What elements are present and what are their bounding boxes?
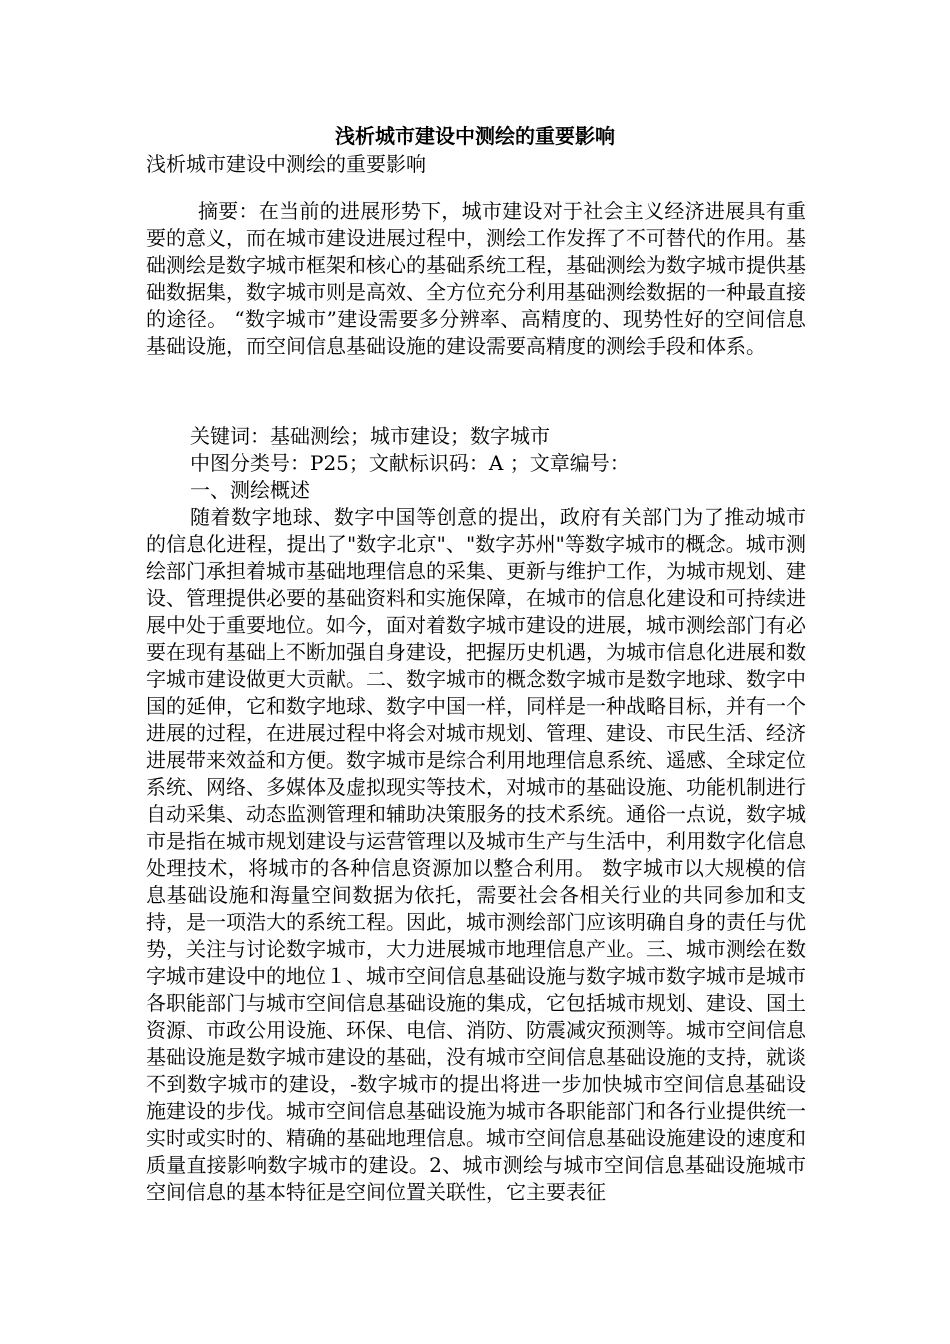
section-heading: 一、测绘概述 — [190, 478, 310, 502]
keywords-line: 关键词：基础测绘；城市建设；数字城市 — [190, 424, 550, 448]
document-title: 浅析城市建设中测绘的重要影响 — [335, 124, 615, 148]
body-paragraph: 随着数字地球、数字中国等创意的提出，政府有关部门为了推动城市的信息化进程，提出了"数字北京"、"数字苏州"等数字城市的概念。城市测绘部门承担着城市基础地理信息的采集、更新与维护工作，为城市规划、建设、管理提供必要的基础资料和实施保障，在城市的信息化建设和可持续进展中处于重要地位。如今，面对着数字城市建设的进展，城市测绘部门有必要在现有基础上不断加强自身建设，把握历史机遇，为城市信息化进展和数字城市建设做更大贡献。二、数字城市的概念数字城市是数字地球、数字中国的延伸，它和数字地球、数字中国一样，同样是一种战略目标，并有一个进展的过程，在进展过程中将会对城市规划、管理、建设、市民生活、经济进展带来效益和方便。数字城市是综合利用地理信息系统、遥感、全球定位系统、网络、多媒体及虚拟现实等技术，对城市的基础设施、功能机制进行自动采集、动态监测管理和辅助决策服务的技术系统。通俗一点说，数字城市是指在城市规划建设与运营管理以及城市生产与生活中，利用数字化信息处理技术，将城市的各种信息资源加以整合利用。 数字城市以大规模的信息基础设施和海量空间数据为依托，需要社会各相关行业的共同参加和支持，是一项浩大的系统工程。因此，城市测绘部门应该明确自身的责任与优势，关注与讨论数字城市，大力进展城市地理信息产业。三、城市测绘在数字城市建设中的地位１、城市空间信息基础设施与数字城市数字城市是城市各职能部门与城市空间信息基础设施的集成，它包括城市规划、建设、国土资源、市政公用设施、环保、电信、消防、防震减灾预测等。城市空间信息基础设施是数字城市建设的基础，没有城市空间信息基础设施的支持，就谈不到数字城市的建设，-数字城市的提出将进一步加快城市空间信息基础设施建设的步伐。城市空间信息基础设施为城市各职能部门和各行业提供统一实时或实时的、精确的基础地理信息。城市空间信息基础设施建设的速度和质量直接影响数字城市的建设。2、城市测绘与城市空间信息基础设施城市空间信息的基本特征是空间位置关联性，它主要表征 — [146, 505, 806, 1204]
abstract-paragraph: 摘要：在当前的进展形势下，城市建设对于社会主义经济进展具有重要的意义，而在城市建设进展过程中，测绘工作发挥了不可替代的作用。基础测绘是数字城市框架和核心的基础系统工程，基础测绘为数字城市提供基础数据集，数字城市则是高效、全方位充分利用基础测绘数据的一种最直接的途径。 “数字城市”建设需要多分辨率、高精度的、现势性好的空间信息基础设施，而空间信息基础设施的建设需要高精度的测绘手段和体系。 — [146, 199, 806, 358]
classification-line: 中图分类号：P25；文献标识码：A ；文章编号： — [190, 451, 630, 475]
document-subtitle: 浅析城市建设中测绘的重要影响 — [146, 152, 426, 176]
